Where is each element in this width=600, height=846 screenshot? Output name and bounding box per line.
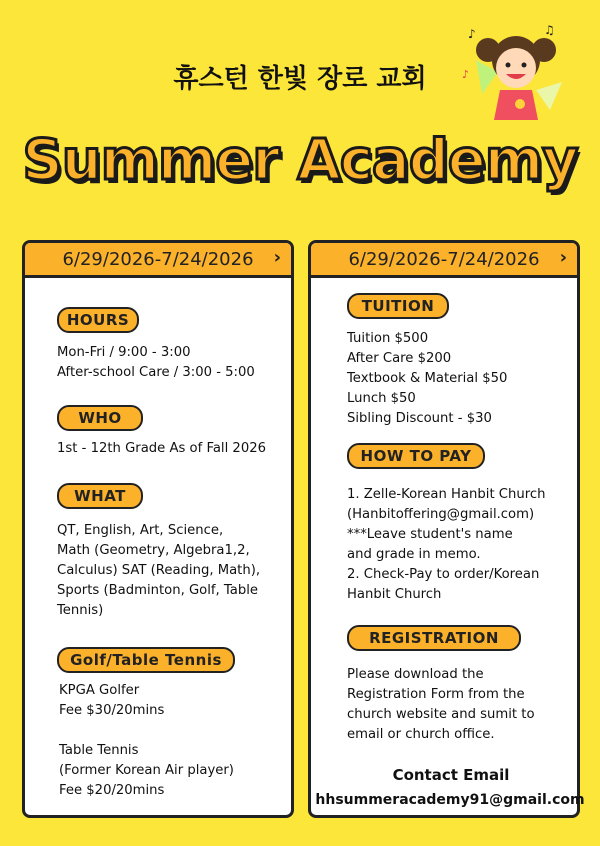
pay-line: ***Leave student's name — [347, 527, 513, 542]
registration-line: Please download the — [347, 667, 484, 682]
tuition-badge: TUITION — [347, 293, 449, 319]
chevron-right-icon[interactable]: › — [273, 247, 281, 268]
girl-mascot-icon — [458, 20, 568, 130]
tuition-line: Lunch $50 — [347, 391, 416, 406]
who-badge: WHO — [57, 405, 143, 431]
golf-table-tennis-badge: Golf/Table Tennis — [57, 647, 235, 673]
tuition-card — [308, 240, 580, 818]
registration-line: church website and sumit to — [347, 707, 535, 722]
how-to-pay-badge: HOW TO PAY — [347, 443, 485, 469]
hours-line: Mon-Fri / 9:00 - 3:00 — [57, 345, 191, 360]
what-line: Calculus) SAT (Reading, Math), — [57, 563, 261, 578]
golf-line: Table Tennis — [59, 743, 139, 758]
what-line: Tennis) — [57, 603, 104, 618]
registration-line: email or church office. — [347, 727, 495, 742]
tuition-line: After Care $200 — [347, 351, 452, 366]
pay-line: (Hanbitoffering@gmail.com) — [347, 507, 535, 522]
what-line: QT, English, Art, Science, — [57, 523, 224, 538]
what-line: Sports (Badminton, Golf, Table — [57, 583, 259, 598]
date-range: 6/29/2026-7/24/2026 — [348, 248, 540, 270]
golf-line: (Former Korean Air player) — [59, 763, 234, 778]
svg-text:♫: ♫ — [544, 23, 555, 37]
pay-line: 1. Zelle-Korean Hanbit Church — [347, 487, 546, 502]
who-line: 1st - 12th Grade As of Fall 2026 — [57, 441, 266, 456]
tuition-line: Tuition $500 — [347, 331, 429, 346]
card-header — [311, 243, 577, 278]
schedule-card — [22, 240, 294, 818]
golf-line: Fee $30/20mins — [59, 703, 165, 718]
chevron-right-icon[interactable]: › — [559, 247, 567, 268]
pay-line: Hanbit Church — [347, 587, 442, 602]
svg-text:♪: ♪ — [468, 27, 476, 41]
card-header — [25, 243, 291, 278]
tuition-line: Textbook & Material $50 — [347, 371, 508, 386]
hours-line: After-school Care / 3:00 - 5:00 — [57, 365, 255, 380]
golf-line: KPGA Golfer — [59, 683, 140, 698]
date-range: 6/29/2026-7/24/2026 — [62, 248, 254, 270]
registration-badge: REGISTRATION — [347, 625, 521, 651]
what-badge: WHAT — [57, 483, 143, 509]
church-name: 휴스턴 한빛 장로 교회 — [173, 64, 427, 94]
tuition-line: Sibling Discount - $30 — [347, 411, 492, 426]
what-line: Math (Geometry, Algebra1,2, — [57, 543, 250, 558]
golf-line: Fee $20/20mins — [59, 783, 165, 798]
contact-email-label: Contact Email — [392, 766, 510, 784]
pay-line: and grade in memo. — [347, 547, 481, 562]
contact-email-link[interactable]: hhsummeracademy91@gmail.com — [315, 792, 585, 808]
page-title: Summer Academy — [22, 128, 578, 193]
svg-text:♪: ♪ — [462, 68, 470, 81]
pay-line: 2. Check-Pay to order/Korean — [347, 567, 540, 582]
hours-badge: HOURS — [57, 307, 139, 333]
registration-line: Registration Form from the — [347, 687, 525, 702]
